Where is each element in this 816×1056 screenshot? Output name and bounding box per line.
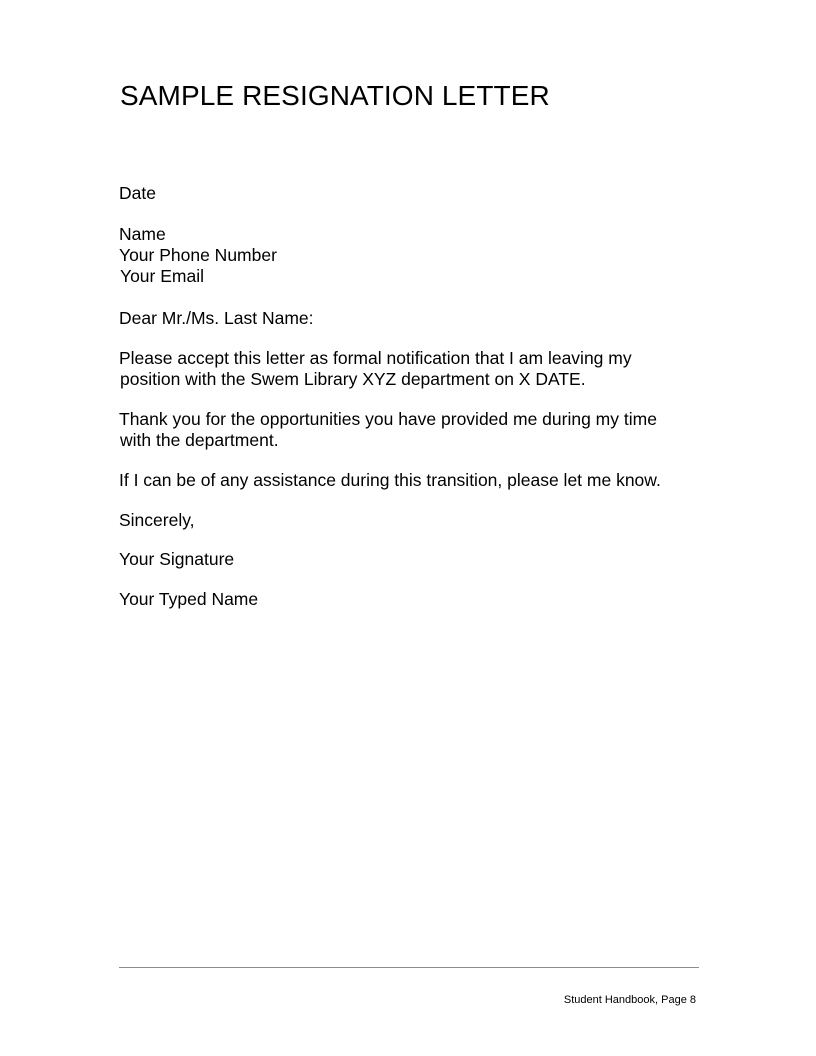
date-line	[119, 183, 719, 204]
paragraph-assistance-text: If I can be of any assistance during this transition, please let me know.	[119, 470, 661, 490]
typed-name	[119, 589, 719, 610]
sender-phone: Your Phone Number	[119, 245, 277, 265]
letter-title: SAMPLE RESIGNATION LETTER	[120, 80, 550, 111]
sender-block	[119, 224, 719, 287]
paragraph-notification-line-1: Please accept this letter as formal notification that I am leaving my	[119, 348, 632, 368]
paragraph-notification	[119, 348, 719, 390]
sender-name: Name	[119, 224, 166, 244]
closing	[119, 510, 719, 531]
footer-divider	[119, 967, 699, 968]
footer-page-label: Student Handbook, Page 8	[563, 994, 696, 1006]
signature	[119, 549, 719, 570]
paragraph-thanks	[119, 409, 719, 451]
date-text: Date	[119, 183, 156, 203]
paragraph-notification-line-2: position with the Swem Library XYZ department on X DATE.	[120, 369, 586, 389]
closing-text: Sincerely,	[119, 510, 195, 530]
salutation-text: Dear Mr./Ms. Last Name:	[119, 308, 314, 328]
paragraph-thanks-line-2: with the department.	[120, 430, 279, 450]
typed-name-text: Your Typed Name	[119, 589, 259, 609]
salutation	[119, 308, 719, 329]
signature-text: Your Signature	[119, 549, 235, 569]
paragraph-assistance	[119, 470, 719, 491]
sender-email: Your Email	[120, 266, 204, 286]
paragraph-thanks-line-1: Thank you for the opportunities you have provided me during my time	[119, 409, 657, 429]
